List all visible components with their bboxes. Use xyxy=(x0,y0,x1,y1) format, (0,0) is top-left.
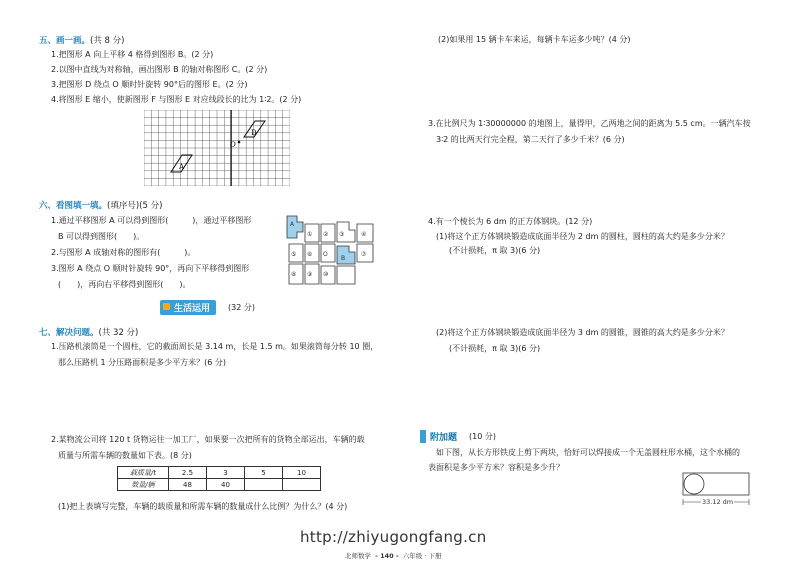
extra-line-2: 表面积是多少平方米？容积是多少升？ xyxy=(428,463,564,472)
sheet-rectangle xyxy=(683,473,749,495)
table-cell: 载质量/t xyxy=(118,467,169,479)
puzzle-num-10: ⑩ xyxy=(323,271,329,278)
section-7-title xyxy=(39,326,138,338)
sec6-item-3: 3.图形 A 绕点 O 顺时针旋转 90°，再向下平移得到图形 xyxy=(51,264,250,273)
q4-sub-2-line-1: (2)将这个正方体钢块锻造成底面半径为 3 dm 的圆锥，圆锥的高大约是多少分米？ xyxy=(436,328,729,337)
q4-sub-1-line-2: (不计损耗，π 取 3)(6 分) xyxy=(449,246,541,255)
section-5-points: (共 8 分) xyxy=(90,36,125,46)
table-cell: 3 xyxy=(207,467,245,479)
puzzle-label-o: O xyxy=(323,251,328,258)
puzzle-num-9: ⑨ xyxy=(307,271,313,278)
puzzle-label-b: B xyxy=(341,255,346,262)
puzzle-num-7: ⑦ xyxy=(361,251,367,258)
footer-subject: 北师数学 xyxy=(345,552,371,560)
section-7-points: (共 32 分) xyxy=(98,328,139,338)
section-6-heading: 六、看图填一填。 xyxy=(39,201,108,211)
piece-b xyxy=(337,246,355,264)
puzzle-num-3: ③ xyxy=(339,231,345,238)
q3-line-2: 3∶2 的比两天行完全程，第二天行了多少千米？(6 分) xyxy=(436,135,625,144)
sec5-item-2: 2.以图中直线为对称轴，画出图形 B 的轴对称图形 C。(2 分) xyxy=(51,65,268,74)
puzzle-num-5: ⑤ xyxy=(291,251,297,258)
footer-grade: 六年级 · 下册 xyxy=(402,552,442,560)
watermark-url: http://zhiyugongfang.cn xyxy=(300,528,487,546)
q2-sub-2: (2)如果用 15 辆卡车来运，每辆卡车运多少吨？(4 分) xyxy=(438,35,631,44)
puzzle-num-2: ② xyxy=(323,231,329,238)
section-6-title xyxy=(39,199,162,211)
footer-page-number: - 140 - xyxy=(375,552,399,560)
drawing-grid-figure xyxy=(144,110,290,186)
puzzle-num-4: ④ xyxy=(361,231,367,238)
section-6-points: (填序号)(5 分) xyxy=(107,201,163,211)
dimension-label: 33.12 dm xyxy=(702,498,734,506)
extra-line-1: 如下图，从长方形铁皮上剪下两块，恰好可以焊接成一个无盖圆柱形水桶，这个水桶的 xyxy=(436,448,740,457)
table-cell: 48 xyxy=(169,479,207,491)
table-cell: 10 xyxy=(283,467,321,479)
piece-12 xyxy=(337,266,355,284)
label-d: D xyxy=(251,129,257,137)
rectangle-sheet-figure xyxy=(680,470,752,508)
puzzle-figure xyxy=(285,214,377,290)
puzzle-label-a: A xyxy=(290,221,295,228)
table-row xyxy=(118,467,321,479)
bonus-question-title xyxy=(420,430,457,443)
table-row xyxy=(118,479,321,491)
q2-sub-1: (1)把上表填写完整，车辆的载质量和所需车辆的数量成什么比例？为什么？(4 分) xyxy=(58,502,348,511)
point-o xyxy=(238,141,241,144)
sec5-item-1: 1.把图形 A 向上平移 4 格得到图形 B。(2 分) xyxy=(51,50,214,59)
puzzle-num-6: ⑥ xyxy=(307,251,313,258)
sec6-item-2: 2.与图形 A 成轴对称的图形有( )。 xyxy=(51,248,196,257)
sec6-item-3b: ( )，再向右平移得到图形( )。 xyxy=(58,280,191,289)
q4-sub-1-line-1: (1)将这个正方体钢块锻造成底面半径为 2 dm 的圆柱，圆柱的高大约是多少分米？ xyxy=(436,232,729,241)
sec6-item-1b: B 可以得到图形( )。 xyxy=(58,232,145,241)
table-cell: 数量/辆 xyxy=(118,479,169,491)
label-o: O xyxy=(230,141,236,149)
table-cell: 5 xyxy=(245,467,283,479)
q2-line-1: 2.某物流公司将 120 t 货物运往一加工厂，如果要一次把所有的货物全部运出，车辆的载 xyxy=(51,435,365,444)
footer xyxy=(345,551,441,560)
section-7-heading: 七、解决问题。 xyxy=(39,328,99,338)
section-5-title xyxy=(39,34,124,46)
load-table xyxy=(117,466,321,491)
sec5-item-3: 3.把图形 D 绕点 O 顺时针旋转 90°后的图形 E。(2 分) xyxy=(51,80,248,89)
q3-line-1: 3.在比例尺为 1∶30000000 的地图上，量得甲，乙两地之间的距离为 5.5 cm。一辆汽车按 xyxy=(428,119,751,128)
label-a: A xyxy=(179,163,185,171)
bonus-points: (10 分) xyxy=(469,432,496,441)
bonus-heading: 附加题 xyxy=(430,433,458,443)
q1-line-2: 那么压路机 1 分压路面积是多少平方米？(6 分) xyxy=(58,358,227,367)
life-application-banner xyxy=(160,300,216,315)
banner-text: 生活运用 xyxy=(174,304,211,314)
table-cell xyxy=(245,479,283,491)
q4-title: 4.有一个棱长为 6 dm 的正方体钢块。(12 分) xyxy=(428,217,593,226)
q4-sub-2-line-2: (不计损耗，π 取 3)(6 分) xyxy=(449,344,541,353)
table-cell xyxy=(283,479,321,491)
banner-points: (32 分) xyxy=(228,303,255,312)
puzzle-num-1: ① xyxy=(307,231,313,238)
q1-line-1: 1.压路机滚筒是一个圆柱，它的截面周长是 3.14 m，长是 1.5 m。如果滚筒每分转 10 圈， xyxy=(51,342,379,351)
sec6-item-1: 1.通过平移图形 A 可以得到图形( )，通过平移图形 xyxy=(51,216,252,225)
sec5-item-4: 4.将图形 E 缩小，使新图形 F 与图形 E 对应线段长的比为 1∶2。(2 分) xyxy=(51,95,302,104)
base-circle xyxy=(684,474,704,494)
section-5-heading: 五、画一画。 xyxy=(39,36,91,46)
puzzle-num-8: ⑧ xyxy=(291,271,297,278)
table-cell: 40 xyxy=(207,479,245,491)
table-cell: 2.5 xyxy=(169,467,207,479)
q2-line-2: 质量与所需车辆的数量如下表。(8 分) xyxy=(58,451,192,460)
